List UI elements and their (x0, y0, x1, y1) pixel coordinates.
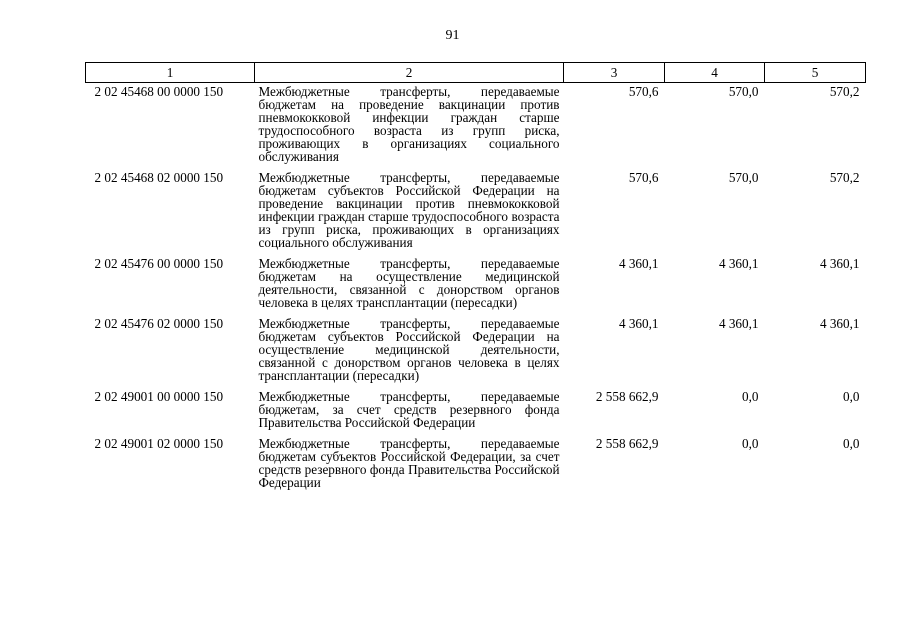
amount-col-3: 570,6 (628, 170, 659, 185)
amount-col-4: 0,0 (742, 389, 759, 404)
table-row (86, 388, 866, 435)
amount-col-5: 4 360,1 (819, 316, 860, 331)
amount-col-4: 4 360,1 (718, 256, 759, 271)
table-row (86, 315, 866, 388)
budget-code: 2 02 45476 00 0000 150 (94, 256, 224, 271)
amount-col-4: 570,0 (728, 170, 759, 185)
table-row (86, 83, 866, 170)
column-header-3: 3 (564, 63, 665, 83)
amount-col-5: 570,2 (829, 84, 860, 99)
table-header-row (86, 63, 866, 83)
budget-code: 2 02 49001 00 0000 150 (94, 389, 224, 404)
budget-code: 2 02 45468 00 0000 150 (94, 84, 224, 99)
transfer-description: Межбюджетные трансферты, передаваемые бюджетам, за счет средств резервного фонда Правительства Российской Федерации (258, 389, 560, 430)
amount-col-5: 0,0 (843, 436, 860, 451)
transfer-description: Межбюджетные трансферты, передаваемые бюджетам субъектов Российской Федерации на осуществление медицинской деятельности, связанной с донорством органов человека в целях трансплантации (пересадки) (258, 316, 560, 383)
amount-col-4: 0,0 (742, 436, 759, 451)
column-header-1: 1 (86, 63, 255, 83)
amount-col-3: 570,6 (628, 84, 659, 99)
transfer-description: Межбюджетные трансферты, передаваемые бюджетам на осуществление медицинской деятельности, связанной с донорством органов человека в целях трансплантации (пересадки) (258, 256, 560, 310)
transfer-description: Межбюджетные трансферты, передаваемые бюджетам субъектов Российской Федерации, за счет средств резервного фонда Правительства Российской Федерации (258, 436, 560, 490)
amount-col-5: 570,2 (829, 170, 860, 185)
budget-code: 2 02 45476 02 0000 150 (94, 316, 224, 331)
column-header-5: 5 (765, 63, 866, 83)
amount-col-3: 4 360,1 (618, 316, 659, 331)
column-header-2: 2 (255, 63, 564, 83)
amount-col-3: 4 360,1 (618, 256, 659, 271)
amount-col-3: 2 558 662,9 (595, 436, 659, 451)
budget-code: 2 02 49001 02 0000 150 (94, 436, 224, 451)
table-row (86, 255, 866, 315)
amount-col-3: 2 558 662,9 (595, 389, 659, 404)
table-row (86, 169, 866, 255)
column-header-4: 4 (665, 63, 765, 83)
transfer-description: Межбюджетные трансферты, передаваемые бюджетам на проведение вакцинации против пневмококковой инфекции граждан старше трудоспособного возраста из групп риска, проживающих в организациях социального обслуживания (258, 84, 560, 164)
amount-col-4: 4 360,1 (718, 316, 759, 331)
amount-col-5: 4 360,1 (819, 256, 860, 271)
table-row (86, 435, 866, 495)
page-number: 91 (445, 28, 460, 43)
budget-table (85, 62, 866, 495)
budget-code: 2 02 45468 02 0000 150 (94, 170, 224, 185)
amount-col-5: 0,0 (843, 389, 860, 404)
amount-col-4: 570,0 (728, 84, 759, 99)
transfer-description: Межбюджетные трансферты, передаваемые бюджетам субъектов Российской Федерации на проведение вакцинации против пневмококковой инфекции граждан старше трудоспособного возраста из групп риска, проживающих в организациях социального обслуживания (258, 170, 560, 250)
